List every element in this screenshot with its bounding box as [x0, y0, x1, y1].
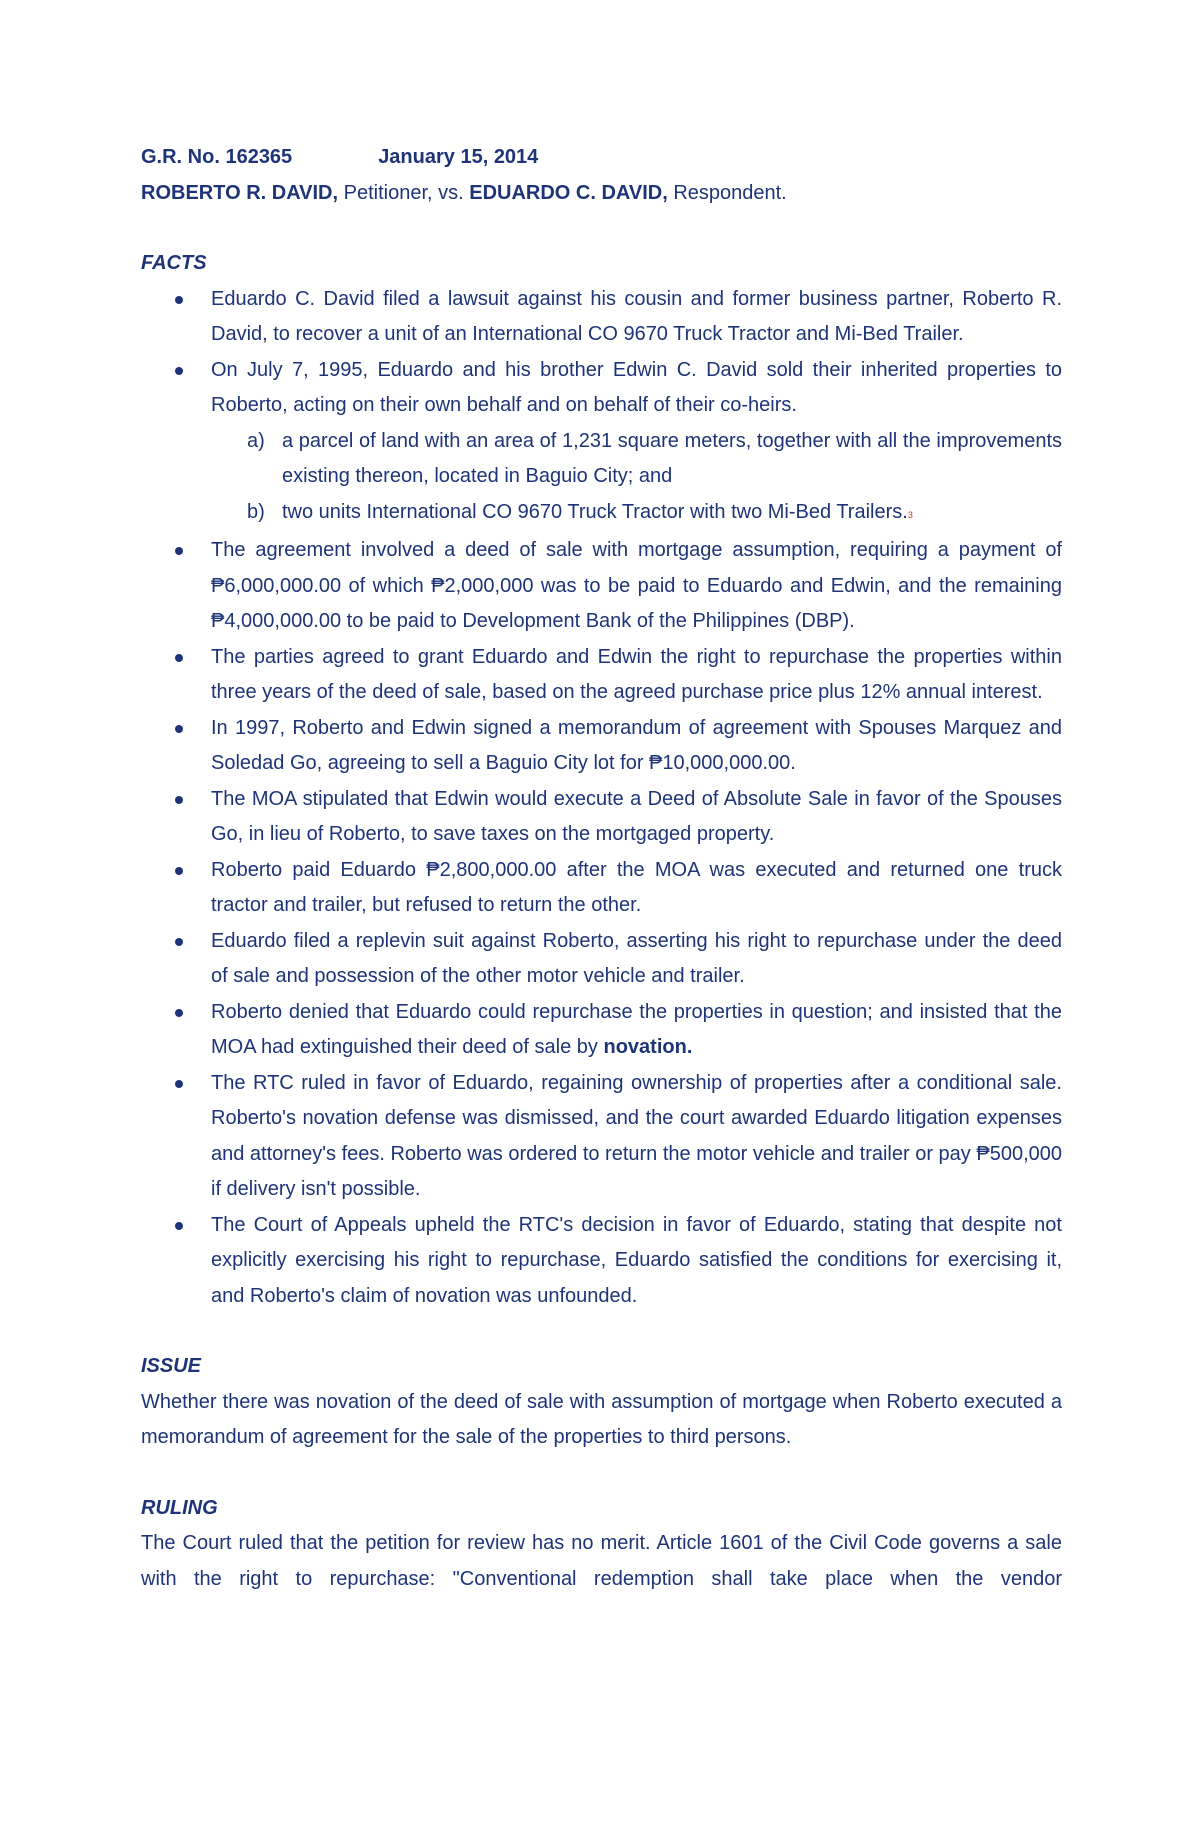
- list-item-text: Roberto paid Eduardo ₱2,800,000.00 after the MOA was executed and returned one truck tractor and trailer, but refused to return the other.: [211, 858, 1062, 916]
- sublist-item: [141, 424, 1062, 495]
- list-item-text: The Court of Appeals upheld the RTC's decision in favor of Eduardo, stating that despite not explicitly exercising his right to repurchase, Eduardo satisfied the conditions for exercising it, and Roberto's claim of novation was unfounded.: [211, 1213, 1062, 1307]
- property-sublist: [141, 424, 1062, 534]
- footnote-marker[interactable]: 3: [907, 509, 913, 520]
- petitioner-role: Petitioner, vs.: [338, 181, 470, 204]
- petitioner-name: ROBERTO R. DAVID,: [141, 181, 339, 204]
- list-item-text: The MOA stipulated that Edwin would execute a Deed of Absolute Sale in favor of the Spouses Go, in lieu of Roberto, to save taxes on the mortgaged property.: [211, 787, 1062, 845]
- issue-text: Whether there was novation of the deed of sale with assumption of mortgage when Roberto executed a memorandum of agreement for the sale of the properties to third persons.: [141, 1390, 1062, 1448]
- bullet-icon: [175, 1222, 183, 1230]
- list-item-text: On July 7, 1995, Eduardo and his brother Edwin C. David sold their inherited properties to Roberto, acting on their own behalf and on behalf of their co-heirs.: [211, 358, 1062, 416]
- list-item-text: Roberto denied that Eduardo could repurchase the properties in question; and insisted that the MOA had extinguished their deed of sale by: [211, 1000, 1062, 1058]
- list-item: [141, 533, 1062, 640]
- list-item: [141, 853, 1062, 924]
- case-header: [141, 140, 1062, 176]
- novation-term: novation.: [603, 1036, 693, 1058]
- case-date: January 15, 2014: [378, 146, 539, 168]
- sublist-label: a): [247, 429, 265, 452]
- list-item-text: The agreement involved a deed of sale with mortgage assumption, requiring a payment of ₱6,000,000.00 of which ₱2,000,000 was to be paid to Eduardo and Edwin, and the remaining ₱4,000,000.00 to be paid to Development Bank of the Philippines (DBP).: [211, 539, 1062, 632]
- list-item: [141, 282, 1062, 353]
- bullet-icon: [175, 938, 183, 946]
- sublist-text: two units International CO 9670 Truck Tractor with two Mi-Bed Trailers.: [282, 500, 908, 523]
- list-item: [141, 924, 1062, 995]
- bullet-icon: [175, 1080, 183, 1088]
- respondent-role: Respondent.: [667, 181, 787, 204]
- bullet-icon: [175, 725, 183, 733]
- list-item: [141, 1066, 1062, 1208]
- sublist-item: [141, 495, 1062, 534]
- bullet-icon: [175, 867, 183, 875]
- list-item: [141, 782, 1062, 853]
- issue-heading: ISSUE: [141, 1355, 202, 1377]
- list-item: [141, 995, 1062, 1066]
- list-item: [141, 353, 1062, 534]
- list-item: [141, 640, 1062, 711]
- list-item-text: Eduardo filed a replevin suit against Roberto, asserting his right to repurchase under the deed of sale and possession of the other motor vehicle and trailer.: [211, 929, 1062, 987]
- case-number: G.R. No. 162365: [141, 146, 293, 168]
- bullet-icon: [175, 296, 183, 304]
- ruling-text: The Court ruled that the petition for review has no merit. Article 1601 of the Civil Code governs a sale with the right to repurchase: "Conventional redemption shall take place when the vendor: [141, 1532, 1062, 1590]
- bullet-icon: [175, 796, 183, 804]
- sublist-label: b): [247, 500, 265, 523]
- list-item-text: The parties agreed to grant Eduardo and Edwin the right to repurchase the properties within three years of the deed of sale, based on the agreed purchase price plus 12% annual interest.: [211, 645, 1062, 703]
- list-item-text: In 1997, Roberto and Edwin signed a memorandum of agreement with Spouses Marquez and Soledad Go, agreeing to sell a Baguio City lot for ₱10,000,000.00.: [211, 716, 1062, 774]
- respondent-name: EDUARDO C. DAVID,: [469, 181, 668, 204]
- bullet-icon: [175, 367, 183, 375]
- facts-list: [141, 282, 1062, 1315]
- list-item: [141, 711, 1062, 782]
- document-page: [141, 140, 1062, 1597]
- list-item-text: Eduardo C. David filed a lawsuit against his cousin and former business partner, Roberto R. David, to recover a unit of an International CO 9670 Truck Tractor and Mi-Bed Trailer.: [211, 287, 1062, 345]
- facts-heading: FACTS: [141, 252, 207, 274]
- sublist-text: a parcel of land with an area of 1,231 square meters, together with all the improvements existing thereon, located in Baguio City; and: [282, 429, 1062, 487]
- bullet-icon: [175, 547, 183, 555]
- bullet-icon: [175, 654, 183, 662]
- bullet-icon: [175, 1009, 183, 1017]
- list-item: [141, 1208, 1062, 1315]
- ruling-heading: RULING: [141, 1496, 218, 1519]
- case-parties: [141, 176, 1062, 212]
- list-item-text: The RTC ruled in favor of Eduardo, regaining ownership of properties after a conditional sale. Roberto's novation defense was dismissed, and the court awarded Eduardo litigation expenses and attorney's fees. Roberto was ordered to return the motor vehicle and trailer or pay ₱500,000 if delivery isn't possible.: [211, 1071, 1062, 1200]
